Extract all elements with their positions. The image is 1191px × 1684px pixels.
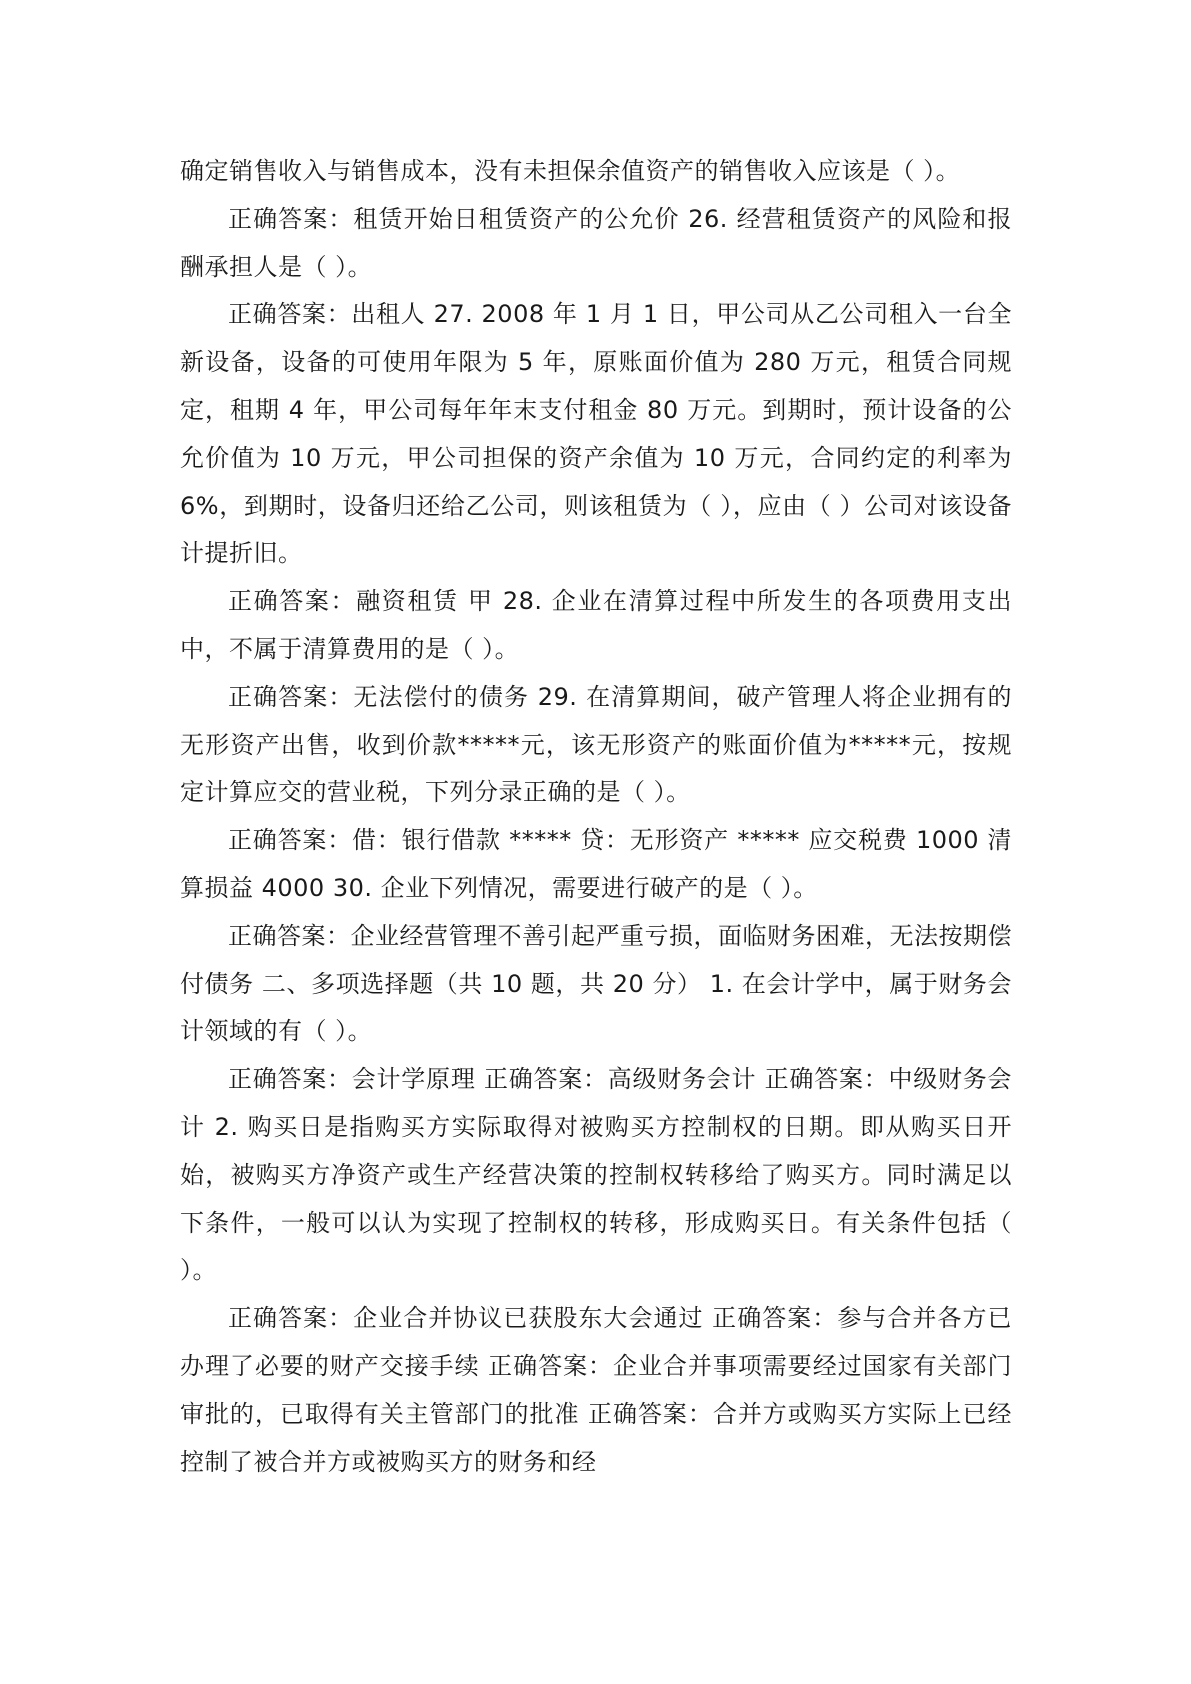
paragraph-5: 正确答案：无法偿付的债务 29. 在清算期间，破产管理人将企业拥有的无形资产出售，收到价款*****元，该无形资产的账面价值为*****元，按规定计算应交的营业税，下列分录正确的是（ ）。 [180, 682, 1012, 807]
paragraph-6: 正确答案：借：银行借款 ***** 贷：无形资产 ***** 应交税费 1000 清算损益 4000 30. 企业下列情况，需要进行破产的是（ ）。 [180, 826, 1012, 902]
paragraph-3: 正确答案：出租人 27. 2008 年 1 月 1 日，甲公司从乙公司租入一台全新设备，设备的可使用年限为 5 年，原账面价值为 280 万元，租赁合同规定，租期 4 年，甲公司每年年末支付租金 80 万元。到期时，预计设备的公允价值为 10 万元，甲公司担保的资产余值为 10 万元，合同约定的利率为 6%，到期时，设备归还给乙公司，则该租赁为（ ），应由（ ）公司对该设备计提折旧。 [180, 300, 1012, 568]
paragraph-8: 正确答案：会计学原理 正确答案：高级财务会计 正确答案：中级财务会计 2. 购买日是指购买方实际取得对被购买方控制权的日期。即从购买日开始，被购买方净资产或生产经营决策的控制权转移给了购买方。同时满足以下条件，一般可以认为实现了控制权的转移，形成购买日。有关条件包括（ ）。 [180, 1065, 1012, 1285]
document-body [180, 148, 1012, 1486]
paragraph-1: 确定销售收入与销售成本，没有未担保余值资产的销售收入应该是（ ）。 [180, 157, 961, 185]
paragraph-9: 正确答案：企业合并协议已获股东大会通过 正确答案：参与合并各方已办理了必要的财产交接手续 正确答案：企业合并事项需要经过国家有关部门审批的，已取得有关主管部门的批准 正确答案：合并方或购买方实际上已经控制了被合并方或被购买方的财务和经 [180, 1304, 1012, 1476]
paragraph-4: 正确答案：融资租赁 甲 28. 企业在清算过程中所发生的各项费用支出中，不属于清算费用的是（ ）。 [180, 587, 1012, 663]
paragraph-2: 正确答案：租赁开始日租赁资产的公允价 26. 经营租赁资产的风险和报酬承担人是（ ）。 [180, 204, 1012, 281]
paragraph-7: 正确答案：企业经营管理不善引起严重亏损，面临财务困难，无法按期偿付债务 二、多项选择题（共 10 题，共 20 分） 1. 在会计学中，属于财务会计领域的有（ ）。 [180, 921, 1012, 1046]
